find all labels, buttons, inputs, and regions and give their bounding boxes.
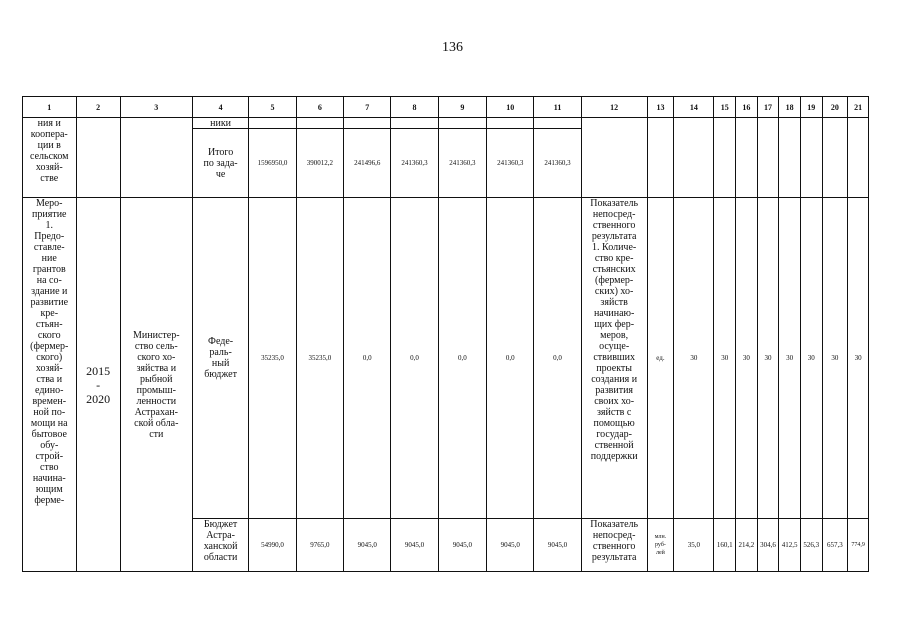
header-cell: 14 — [674, 97, 714, 118]
regional-value: 9765,0 — [296, 519, 343, 572]
indicator-unit: ед. — [647, 198, 674, 519]
indicator-target-2: 214,2 — [736, 519, 758, 572]
total-value: 241360,3 — [391, 129, 438, 198]
regional-value: 9045,0 — [487, 519, 534, 572]
empty-cell — [581, 118, 647, 198]
header-cell: 9 — [438, 97, 486, 118]
cont-executor-cell — [120, 118, 192, 198]
empty-cell — [800, 118, 822, 198]
indicator-description-2: Показатель непосред- ственного результата — [590, 519, 639, 563]
empty-cell — [736, 118, 758, 198]
header-cell: 4 — [192, 97, 249, 118]
empty-cell — [391, 118, 438, 129]
indicator-target: 30 — [848, 198, 869, 519]
page-number: 136 — [442, 40, 463, 55]
federal-value: 0,0 — [487, 198, 534, 519]
empty-cell — [647, 118, 674, 198]
empty-cell — [438, 118, 486, 129]
funding-source-federal: Феде- раль- ный бюджет — [192, 198, 249, 519]
federal-value: 0,0 — [391, 198, 438, 519]
header-cell: 17 — [757, 97, 779, 118]
empty-cell — [249, 118, 296, 129]
cont-source-tail — [192, 118, 249, 129]
empty-cell — [757, 118, 779, 198]
total-value: 1596950,0 — [249, 129, 296, 198]
indicator-target: 30 — [779, 198, 801, 519]
header-cell: 3 — [120, 97, 192, 118]
empty-cell — [822, 118, 848, 198]
empty-cell — [779, 118, 801, 198]
indicator-target-2: 526,3 — [800, 519, 822, 572]
header-cell: 16 — [736, 97, 758, 118]
federal-value: 0,0 — [344, 198, 391, 519]
empty-cell — [674, 118, 714, 198]
header-cell: 18 — [779, 97, 801, 118]
header-cell: 13 — [647, 97, 674, 118]
regional-value: 9045,0 — [391, 519, 438, 572]
regional-value: 54990,0 — [249, 519, 296, 572]
empty-cell — [534, 118, 581, 129]
total-value: 241496,6 — [344, 129, 391, 198]
federal-value: 35235,0 — [249, 198, 296, 519]
total-value: 241360,3 — [487, 129, 534, 198]
table-row — [23, 118, 869, 129]
indicator-description: Показатель непосред- ственного результата 1. Количе- ство кре- стьянских (фермер- ских) хо- зяйств начинаю- щих фер- меров, осуще- ствивших проекты создания и развития своих хо- зяйств с помощью государ- ственной поддержки — [581, 198, 647, 519]
table-row-federal — [23, 198, 869, 519]
funding-source-regional: Бюджет Астра- ханской области — [192, 519, 249, 572]
cont-measure-name: ния и коопера- ции в сельском хозяй- стве — [23, 118, 77, 198]
indicator-unit-2: млн. руб- лей — [647, 519, 674, 572]
header-cell: 7 — [344, 97, 391, 118]
indicator-target: 30 — [674, 198, 714, 519]
header-cell: 10 — [487, 97, 534, 118]
federal-value: 0,0 — [438, 198, 486, 519]
header-cell: 2 — [76, 97, 120, 118]
indicator-target: 30 — [714, 198, 736, 519]
total-value: 390012,2 — [296, 129, 343, 198]
total-value: 241360,3 — [438, 129, 486, 198]
cont-source-tail-text: ники — [210, 118, 232, 128]
total-value: 241360,3 — [534, 129, 581, 198]
indicator-target: 30 — [822, 198, 848, 519]
indicator-target-2: 412,5 — [779, 519, 801, 572]
indicator-target-2: 160,1 — [714, 519, 736, 572]
total-label: Итого по зада- че — [192, 129, 249, 198]
header-cell: 1 — [23, 97, 77, 118]
measure-period: 2015 - 2020 — [76, 198, 120, 572]
header-cell: 20 — [822, 97, 848, 118]
indicator-description-cell — [581, 519, 647, 572]
regional-value: 9045,0 — [534, 519, 581, 572]
indicator-target-2: 304,6 — [757, 519, 779, 572]
regional-value: 9045,0 — [344, 519, 391, 572]
empty-cell — [848, 118, 869, 198]
empty-cell — [714, 118, 736, 198]
header-cell: 21 — [848, 97, 869, 118]
indicator-target-2: 657,3 — [822, 519, 848, 572]
header-cell: 5 — [249, 97, 296, 118]
header-row — [23, 97, 869, 118]
header-cell: 6 — [296, 97, 343, 118]
header-cell: 19 — [800, 97, 822, 118]
header-cell: 12 — [581, 97, 647, 118]
indicator-target: 30 — [800, 198, 822, 519]
empty-cell — [344, 118, 391, 129]
indicator-target-2: 774,9 — [848, 519, 869, 572]
header-cell: 8 — [391, 97, 438, 118]
federal-value: 0,0 — [534, 198, 581, 519]
program-table — [22, 96, 869, 572]
indicator-target-2: 35,0 — [674, 519, 714, 572]
federal-value: 35235,0 — [296, 198, 343, 519]
measure-name: Меро- приятие 1. Предо- ставле- ние грантов на со- здание и развитие кре- стьян- ского (фермер- ского) хозяй- ства и едино- времен- ной по- мощи на бытовое обу- строй- ство начина- ющим ферме- — [23, 198, 77, 572]
header-cell: 11 — [534, 97, 581, 118]
empty-cell — [296, 118, 343, 129]
measure-executor: Министер- ство сель- ского хо- зяйства и рыбной промыш- ленности Астрахан- ской обла- сти — [120, 198, 192, 572]
regional-value: 9045,0 — [438, 519, 486, 572]
empty-cell — [487, 118, 534, 129]
header-cell: 15 — [714, 97, 736, 118]
cont-period-cell — [76, 118, 120, 198]
indicator-target: 30 — [757, 198, 779, 519]
indicator-target: 30 — [736, 198, 758, 519]
